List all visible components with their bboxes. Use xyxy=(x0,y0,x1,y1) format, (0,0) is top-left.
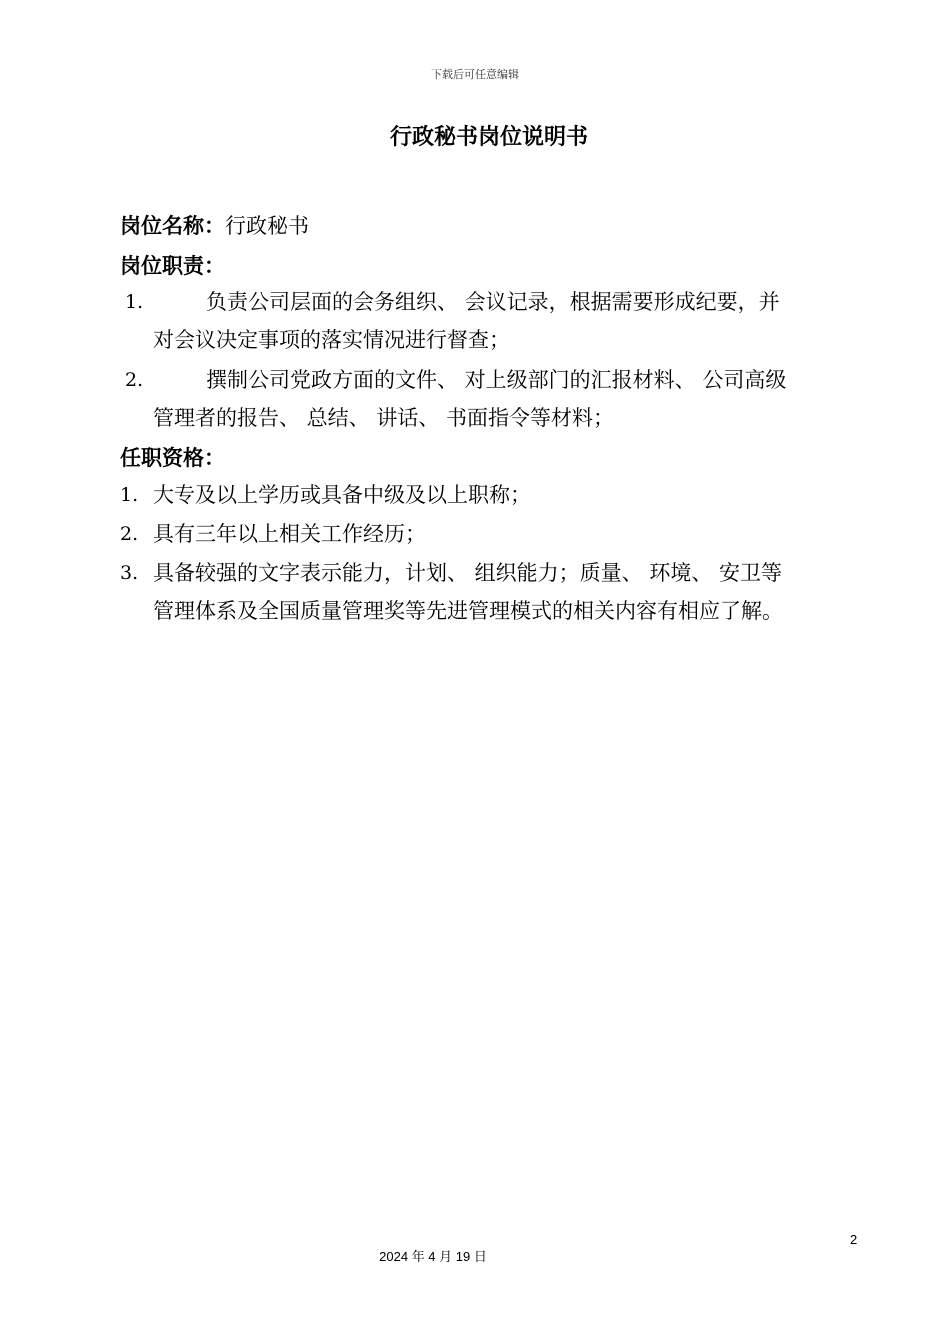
duty-text-line2: 对会议决定事项的落实情况进行督查； xyxy=(153,328,510,352)
qualifications-heading: 任职资格： xyxy=(120,446,225,470)
duty-number: 1. xyxy=(125,291,144,313)
position-name-field xyxy=(120,210,309,240)
duty-text-line2: 管理者的报告、 总结、 讲话、 书面指令等材料； xyxy=(153,406,615,430)
duty-text-line1: 撰制公司党政方面的文件、 对上级部门的汇报材料、 公司高级 xyxy=(206,368,787,392)
qualification-text-line1: 具备较强的文字表示能力，计划、 组织能力；质量、 环境、 安卫等 xyxy=(153,561,783,585)
qualification-text-line1: 具有三年以上相关工作经历； xyxy=(153,522,426,546)
position-name-value: 行政秘书 xyxy=(225,214,309,238)
qualification-number: 1. xyxy=(120,484,139,506)
document-title: 行政秘书岗位说明书 xyxy=(389,125,588,150)
qualification-number: 3. xyxy=(120,562,139,584)
duties-heading: 岗位职责： xyxy=(120,254,225,278)
duty-number: 2. xyxy=(125,369,144,391)
header-note: 下载后可任意编辑 xyxy=(431,68,519,81)
qualification-text-line1: 大专及以上学历或具备中级及以上职称； xyxy=(153,483,531,507)
qualification-number: 2. xyxy=(120,523,139,545)
qualification-text-line2: 管理体系及全国质量管理奖等先进管理模式的相关内容有相应了解。 xyxy=(153,599,783,623)
footer-date: 2024 年 4 月 19 日 xyxy=(379,1249,487,1264)
position-name-label: 岗位名称： xyxy=(120,214,225,238)
duty-text-line1: 负责公司层面的会务组织、 会议记录，根据需要形成纪要，并 xyxy=(206,290,780,314)
page-number: 2 xyxy=(850,1232,858,1247)
